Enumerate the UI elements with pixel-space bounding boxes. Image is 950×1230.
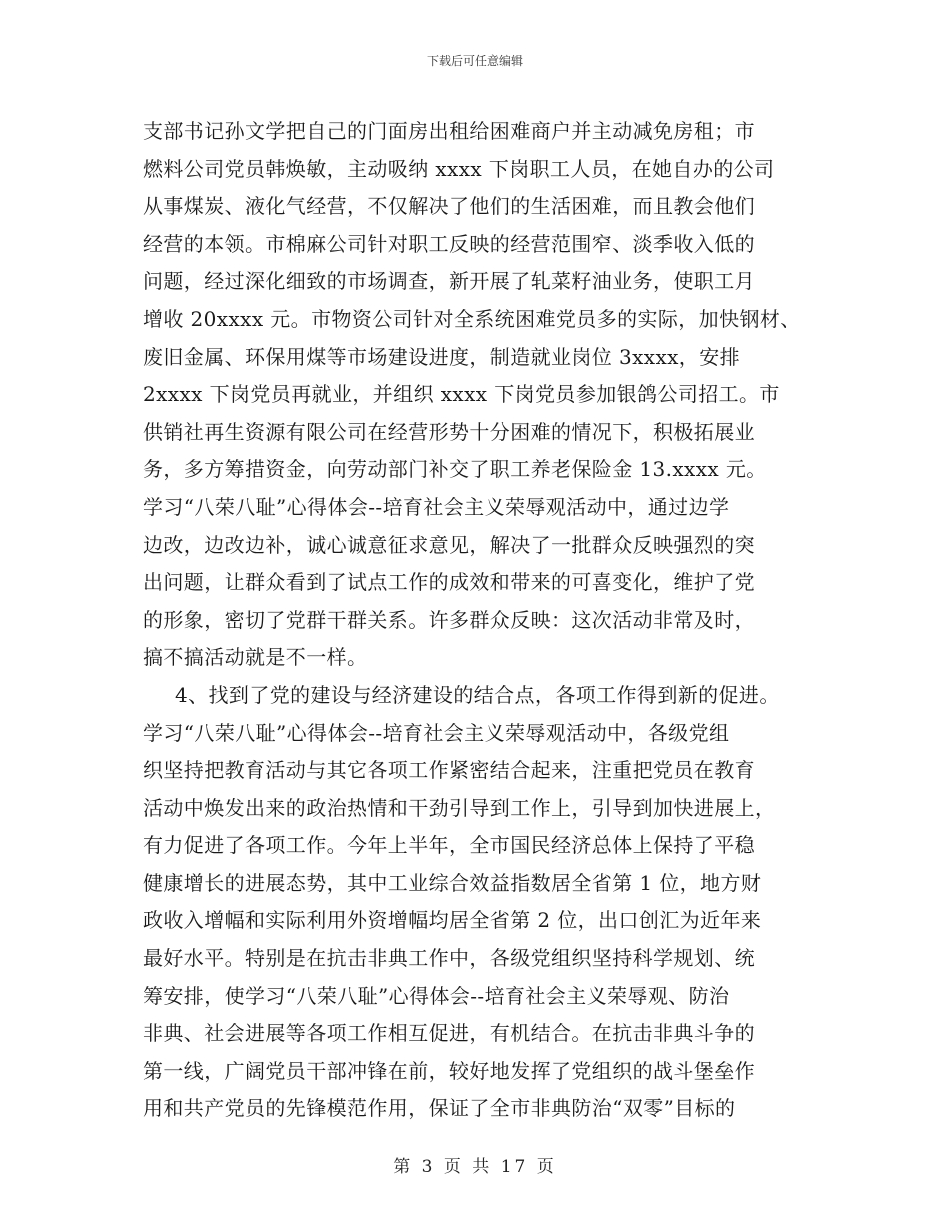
body-line: 第一线，广阔党员干部冲锋在前，较好地发挥了党组织的战斗堡垒作 <box>143 1058 755 1083</box>
body-line: 活动中焕发出来的政治热情和干劲引导到工作上，引导到加快进展上， <box>143 795 776 820</box>
body-line: 出问题，让群众看到了试点工作的成效和带来的可喜变化，维护了党 <box>143 570 755 595</box>
body-line: 筹安排，使学习“八荣八耻”心得体会--培育社会主义荣辱观、防治 <box>143 983 730 1008</box>
body-line: 2xxxx 下岗党员再就业，并组织 xxxx 下岗党员参加银鸽公司招工。市 <box>143 382 780 407</box>
body-line: 搞不搞活动就是不一样。 <box>143 645 368 670</box>
body-line: 供销社再生资源有限公司在经营形势十分困难的情况下，积极拓展业 <box>143 419 755 444</box>
body-line: 政收入增幅和实际利用外资增幅均居全省第 2 位，出口创汇为近年来 <box>143 908 762 933</box>
body-line: 学习“八荣八耻”心得体会--培育社会主义荣辱观活动中，通过边学 <box>143 494 730 519</box>
body-line: 有力促进了各项工作。今年上半年，全市国民经济总体上保持了平稳 <box>143 833 755 858</box>
body-line: 织坚持把教育活动与其它各项工作紧密结合起来，注重把党员在教育 <box>143 758 755 783</box>
body-line: 废旧金属、环保用煤等市场建设进度，制造就业岗位 3xxxx，安排 <box>143 344 740 369</box>
body-line: 支部书记孙文学把自己的门面房出租给困难商户并主动减免房租；市 <box>143 119 755 143</box>
body-line: 边改，边改边补，诚心诚意征求意见，解决了一批群众反映强烈的突 <box>143 532 755 557</box>
page-number: 第 3 页 共 17 页 <box>393 1157 557 1177</box>
body-line: 非典、社会进展等各项工作相互促进，有机结合。在抗击非典斗争的 <box>143 1021 755 1046</box>
body-line: 健康增长的进展态势，其中工业综合效益指数居全省第 1 位，地方财 <box>143 870 762 895</box>
body-line: 务，多方筹措资金，向劳动部门补交了职工养老保险金 13.xxxx 元。 <box>143 457 767 482</box>
body-line: 用和共产党员的先锋模范作用，保证了全市非典防治“双零”目标的 <box>143 1096 736 1121</box>
body-line: 增收 20xxxx 元。市物资公司针对全系统困难党员多的实际，加快钢材、 <box>143 306 801 331</box>
page-header: 下载后可任意编辑 <box>426 54 523 68</box>
body-line: 经营的本领。市棉麻公司针对职工反映的经营范围窄、淡季收入低的 <box>143 231 755 256</box>
body-line: 最好水平。特别是在抗击非典工作中，各级党组织坚持科学规划、统 <box>143 946 755 971</box>
body-line: 燃料公司党员韩焕敏，主动吸纳 xxxx 下岗职工人员，在她自办的公司 <box>143 156 775 181</box>
body-line: 的形象，密切了党群干群关系。许多群众反映：这次活动非常及时， <box>143 607 755 632</box>
document-body <box>143 113 843 1128</box>
body-line: 从事煤炭、液化气经营，不仅解决了他们的生活困难，而且教会他们 <box>143 194 755 219</box>
body-line: 问题，经过深化细致的市场调查，新开展了轧菜籽油业务，使职工月 <box>143 269 755 294</box>
section-heading: 4、找到了党的建设与经济建设的结合点，各项工作得到新的促进。 <box>175 682 780 707</box>
body-line: 学习“八荣八耻”心得体会--培育社会主义荣辱观活动中，各级党组 <box>143 720 730 745</box>
